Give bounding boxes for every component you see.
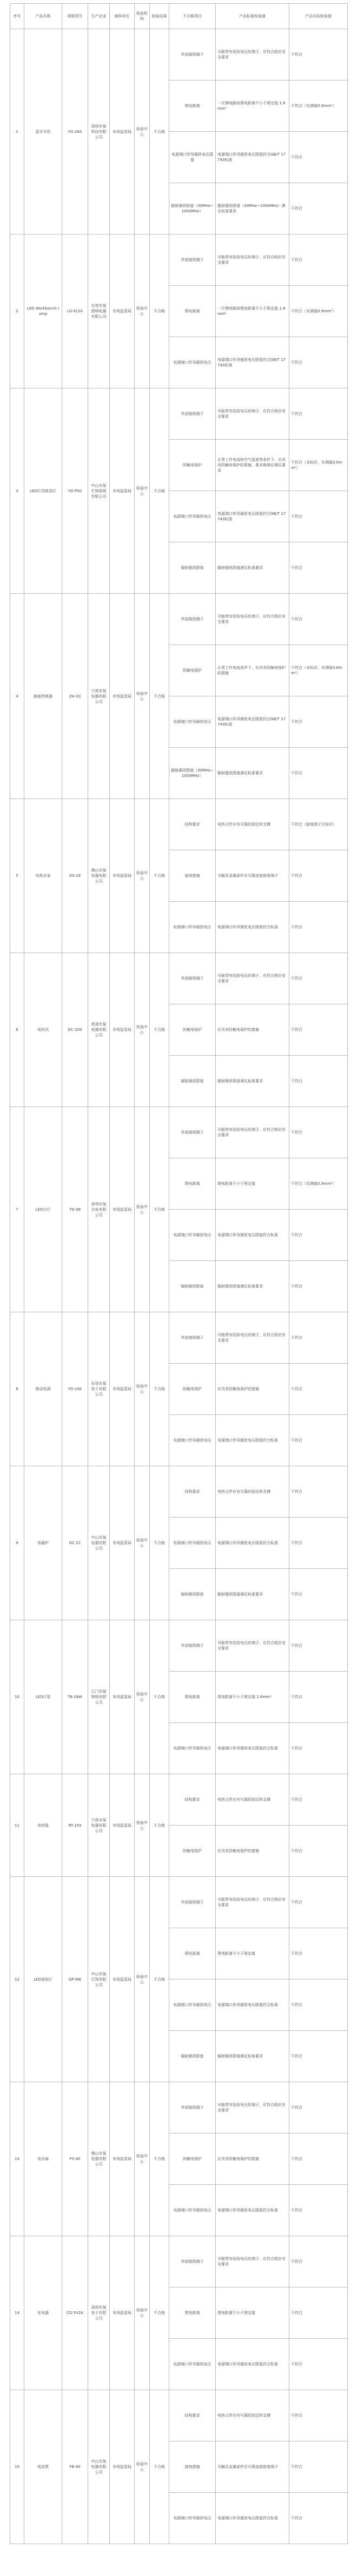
actual-finding: 不符合 <box>289 1415 348 1466</box>
manufacturer: 中山市某灯饰照明有限公司 <box>88 388 110 594</box>
sampling-unit: 市场监管局 <box>110 29 135 234</box>
standard-requirement: 电源端口传导骚扰电压限值符合标准 <box>216 902 289 953</box>
standard-requirement: 可能带有危险电压的端子，应符合相应安全要求 <box>216 953 289 1004</box>
failed-item: 爬电距离 <box>169 286 216 337</box>
standard-requirement: 电源端口传导骚扰电压限值符合标准 <box>216 2185 289 2236</box>
failed-item: 外部接线端子 <box>169 388 216 440</box>
testing-agency: 检验中心 <box>135 799 150 953</box>
actual-finding: 不符合 <box>289 542 348 594</box>
actual-finding: 不符合（未标识，实测值0.6mm²） <box>289 645 348 696</box>
test-result: 不合格 <box>150 1466 169 1620</box>
product-model: FB-40 <box>62 2390 88 2544</box>
product-name: 电饭煲 <box>24 2390 62 2544</box>
sampling-unit: 市场监管局 <box>110 799 135 953</box>
row-number: 4 <box>10 594 24 799</box>
failed-item: 外部接线端子 <box>169 953 216 1004</box>
actual-finding: 不符合（未标识，实测值0.6mm²） <box>289 440 348 491</box>
standard-requirement: 电源端口传导骚扰电压限值符合GB/T 17743标准 <box>216 337 289 388</box>
actual-finding: 不符合 <box>289 1004 348 1056</box>
table-row <box>10 799 348 850</box>
results-table <box>10 3 348 2544</box>
actual-finding: 不符合 <box>289 696 348 748</box>
table-row <box>10 234 348 286</box>
test-result: 不合格 <box>150 1774 169 1877</box>
header-cell: 规格型号 <box>62 4 88 29</box>
failed-item: 电源端口传导骚扰电压 <box>169 1210 216 1261</box>
failed-item: 防触电保护 <box>169 1826 216 1877</box>
row-number: 6 <box>10 953 24 1107</box>
header-cell: 产品名称 <box>24 4 62 29</box>
product-model: YD-10K <box>62 1312 88 1466</box>
product-name: LED Workbench lamp <box>24 234 62 388</box>
failed-item: 辐射骚扰限值 <box>169 542 216 594</box>
product-name: LED灯具吸顶灯 <box>24 388 62 594</box>
failed-item: 爬电距离 <box>169 1672 216 1723</box>
header-cell: 不合格项目 <box>169 4 216 29</box>
product-model: T8-18W <box>62 1620 88 1774</box>
failed-item: 电源端口传导骚扰电压 <box>169 2339 216 2390</box>
actual-finding: 不符合 <box>289 183 348 234</box>
standard-requirement: 应具有防触电保护的措施 <box>216 1004 289 1056</box>
actual-finding: 不符合 <box>289 953 348 1004</box>
standard-requirement: 应具有防触电保护的措施 <box>216 1364 289 1415</box>
failed-item: 外部接线端子 <box>169 1312 216 1364</box>
actual-finding: 不符合 <box>289 2134 348 2185</box>
testing-agency: 检验中心 <box>135 234 150 388</box>
product-name: 充电器 <box>24 2236 62 2390</box>
standard-requirement: 电源端口传导骚扰电压限值符合标准 <box>216 1518 289 1569</box>
standard-requirement: 辐射骚扰限值满足标准要求 <box>216 1261 289 1312</box>
standard-requirement: 可触及金属部件应可靠连接接地端子 <box>216 2441 289 2493</box>
product-model: CD-5V2A <box>62 2236 88 2390</box>
failed-item: 外部接线端子 <box>169 2082 216 2134</box>
actual-finding: 不符合 <box>289 1877 348 1928</box>
standard-requirement: 可能带有危险电压的端子，应符合相应安全要求 <box>216 2236 289 2287</box>
actual-finding: 不符合 <box>289 2493 348 2544</box>
standard-requirement: 可能带有危险电压的端子，应符合相应安全要求 <box>216 1312 289 1364</box>
product-model: YG-26A <box>62 29 88 234</box>
row-number: 1 <box>10 29 24 234</box>
product-name: 电吹风 <box>24 953 62 1107</box>
failed-item: 电源端口传导骚扰电压 <box>169 902 216 953</box>
standard-requirement: 爬电距离不小于规定值 <box>216 2287 289 2339</box>
actual-finding: 不符合 <box>289 132 348 183</box>
failed-item: 外部接线端子 <box>169 2236 216 2287</box>
failed-item: 电源端口传导骚扰电压 <box>169 1980 216 2031</box>
row-number: 5 <box>10 799 24 953</box>
manufacturer: 深圳市某电子有限公司 <box>88 2236 110 2390</box>
actual-finding: 不符合 <box>289 1569 348 1620</box>
test-result: 不合格 <box>150 1312 169 1466</box>
row-number: 13 <box>10 2082 24 2236</box>
table-row <box>10 1774 348 1826</box>
testing-agency: 检验中心 <box>135 1466 150 1620</box>
failed-item: 接地措施 <box>169 2441 216 2493</box>
standard-requirement: 电源端口传导骚扰电压限值符合标准 <box>216 1415 289 1466</box>
standard-requirement: 一次侧电路间爬电距离不小于规定值 1.8mm² <box>216 286 289 337</box>
actual-finding: 不符合 <box>289 2441 348 2493</box>
standard-requirement: 爬电距离不小于规定值 <box>216 1928 289 1980</box>
failed-item: 电源端口传导骚扰电压 <box>169 2493 216 2544</box>
standard-requirement: 可触及金属部件应可靠连接接地端子 <box>216 850 289 902</box>
actual-finding: 不符合 <box>289 1364 348 1415</box>
failed-item: 防触电保护 <box>169 440 216 491</box>
table-body <box>10 29 348 2544</box>
actual-finding: 不符合 <box>289 850 348 902</box>
manufacturer: 宁波市某电器有限公司 <box>88 594 110 799</box>
product-model: DC-200 <box>62 953 88 1107</box>
actual-finding: 不符合 <box>289 2185 348 2236</box>
product-name: 蓝牙耳机 <box>24 29 62 234</box>
table-row <box>10 2236 348 2287</box>
testing-agency: 检验中心 <box>135 388 150 594</box>
testing-agency: 检验中心 <box>135 1774 150 1877</box>
header-cell: 检验机构 <box>135 4 150 29</box>
table-row <box>10 1620 348 1672</box>
actual-finding: 不符合 <box>289 1261 348 1312</box>
test-result: 不合格 <box>150 953 169 1107</box>
testing-agency: 检验中心 <box>135 1877 150 2082</box>
sampling-unit: 市场监管局 <box>110 1620 135 1774</box>
test-result: 不合格 <box>150 2236 169 2390</box>
failed-item: 爬电距离 <box>169 81 216 132</box>
actual-finding: 不符合 <box>289 2339 348 2390</box>
actual-finding: 不符合 <box>289 1928 348 1980</box>
sampling-unit: 市场监管局 <box>110 953 135 1107</box>
row-number: 12 <box>10 1877 24 2082</box>
standard-requirement: 电热元件应有可靠的固定和支撑 <box>216 799 289 850</box>
actual-finding: 不符合 <box>289 491 348 542</box>
manufacturer: 中山市某电器有限公司 <box>88 2390 110 2544</box>
actual-finding: 不符合 <box>289 2082 348 2134</box>
table-row <box>10 2082 348 2134</box>
actual-finding: 不符合 <box>289 1723 348 1774</box>
table-row <box>10 594 348 645</box>
document-page <box>10 0 347 2544</box>
product-name: 移动电源 <box>24 1312 62 1466</box>
standard-requirement: 电源端口传导骚扰电压限值符合标准 <box>216 1723 289 1774</box>
actual-finding: 不符合 <box>289 234 348 286</box>
manufacturer: 深圳市某光电有限公司 <box>88 1107 110 1312</box>
failed-item: 辐射骚扰限值 <box>169 2031 216 2082</box>
standard-requirement: 电热元件应有可靠的固定和支撑 <box>216 1466 289 1518</box>
actual-finding: 不符合 <box>289 1672 348 1723</box>
product-model: QP-9W <box>62 1877 88 2082</box>
table-row <box>10 388 348 440</box>
product-name: LED灯管 <box>24 1620 62 1774</box>
failed-item: 外部接线端子 <box>169 1107 216 1158</box>
failed-item: 电源端口传导骚扰电压 <box>169 1415 216 1466</box>
test-result: 不合格 <box>150 388 169 594</box>
actual-finding: 不符合 <box>289 1518 348 1569</box>
standard-requirement: 正常工作电流条件下，应具有防触电保护的措施 <box>216 645 289 696</box>
failed-item: 辐射骚扰限值 <box>169 1056 216 1107</box>
failed-item: 电源端口传导骚扰电压 <box>169 2185 216 2236</box>
testing-agency: 检验中心 <box>135 2236 150 2390</box>
testing-agency: 检验中心 <box>135 1107 150 1312</box>
standard-requirement: 应具有防触电保护的措施 <box>216 2134 289 2185</box>
table-row <box>10 29 348 81</box>
table-row <box>10 1312 348 1364</box>
product-name: 电磁炉 <box>24 1466 62 1620</box>
sampling-unit: 市场监管局 <box>110 1466 135 1620</box>
standard-requirement: 辐射骚扰限值满足标准要求 <box>216 2031 289 2082</box>
actual-finding: 不符合 <box>289 1826 348 1877</box>
standard-requirement: 可能带有危险电压的端子，应符合相应安全要求 <box>216 2082 289 2134</box>
actual-finding: 不符合 <box>289 902 348 953</box>
row-number: 3 <box>10 388 24 594</box>
actual-finding: 不符合（接地端子无标识） <box>289 799 348 850</box>
testing-agency: 检验中心 <box>135 594 150 799</box>
failed-item: 电源端口传导骚扰电压 <box>169 1518 216 1569</box>
table-row <box>10 1466 348 1518</box>
failed-item: 电源端口传导骚扰电压 <box>169 1723 216 1774</box>
actual-finding: 不符合 <box>289 594 348 645</box>
standard-requirement: 可能带有危险电压的端子，应符合相应安全要求 <box>216 1877 289 1928</box>
standard-requirement: 电源端口传导骚扰电压限值符合标准 <box>216 2493 289 2544</box>
standard-requirement: 应具有防触电保护的措施 <box>216 1826 289 1877</box>
failed-item: 辐射骚扰限值（30MHz~1000MHz） <box>169 183 216 234</box>
sampling-unit: 市场监管局 <box>110 1774 135 1877</box>
row-number: 10 <box>10 1620 24 1774</box>
row-number: 11 <box>10 1774 24 1877</box>
test-result: 不合格 <box>150 234 169 388</box>
actual-finding: 不符合（实测值0.9mm²） <box>289 81 348 132</box>
product-name: 电风扇 <box>24 2082 62 2236</box>
testing-agency: 检验中心 <box>135 2390 150 2544</box>
header-cell: 抽样单位 <box>110 4 135 29</box>
product-name: 电热毯 <box>24 1774 62 1877</box>
standard-requirement: 一次侧电路间爬电距离不小于规定值 1.8mm² <box>216 81 289 132</box>
failed-item: 接地措施 <box>169 850 216 902</box>
product-model: DC-21 <box>62 1466 88 1620</box>
manufacturer: 慈溪市某电器有限公司 <box>88 953 110 1107</box>
row-number: 14 <box>10 2236 24 2390</box>
test-result: 不合格 <box>150 1620 169 1774</box>
standard-requirement: 正常工作电流和空气湿度等条件下，应具有防触电保护的措施，基本绝缘应满足要求 <box>216 440 289 491</box>
standard-requirement: 辐射骚扰限值满足标准要求 <box>216 748 289 799</box>
test-result: 不合格 <box>150 1877 169 2082</box>
failed-item: 辐射骚扰限值 <box>169 1261 216 1312</box>
actual-finding: 不符合 <box>289 2287 348 2339</box>
header-row <box>10 4 348 29</box>
actual-finding: 不符合 <box>289 1980 348 2031</box>
testing-agency: 检验中心 <box>135 29 150 234</box>
standard-requirement: 辐射骚扰限值（30MHz~1000MHz）满足标准要求 <box>216 183 289 234</box>
actual-finding: 不符合 <box>289 2236 348 2287</box>
testing-agency: 检验中心 <box>135 953 150 1107</box>
failed-item: 外部接线端子 <box>169 234 216 286</box>
failed-item: 防触电保护 <box>169 1364 216 1415</box>
sampling-unit: 市场监管局 <box>110 388 135 594</box>
product-name: LED球泡灯 <box>24 1877 62 2082</box>
standard-requirement: 可能带有危险电压的端子，应符合相应安全要求 <box>216 29 289 81</box>
failed-item: 电源端口传导骚扰电压 <box>169 696 216 748</box>
standard-requirement: 可能带有危险电压的端子，应符合相应安全要求 <box>216 388 289 440</box>
failed-item: 防触电保护 <box>169 2134 216 2185</box>
failed-item: 防触电保护 <box>169 1004 216 1056</box>
product-model: LG-EL50 <box>62 234 88 388</box>
manufacturer: 东莞市某电子有限公司 <box>88 1312 110 1466</box>
manufacturer: 佛山市某电器有限公司 <box>88 799 110 953</box>
product-model: RT-150 <box>62 1774 88 1877</box>
actual-finding: 不符合 <box>289 29 348 81</box>
actual-finding: 不符合 <box>289 337 348 388</box>
sampling-unit: 市场监管局 <box>110 2236 135 2390</box>
manufacturer: 深圳市某科技有限公司 <box>88 29 110 234</box>
test-result: 不合格 <box>150 29 169 234</box>
failed-item: 爬电距离 <box>169 1928 216 1980</box>
failed-item: 结构要求 <box>169 799 216 850</box>
header-cell: 产品标准检验值 <box>216 4 289 29</box>
row-number: 8 <box>10 1312 24 1466</box>
manufacturer: 宁波市某电器有限公司 <box>88 1774 110 1877</box>
failed-item: 结构要求 <box>169 2390 216 2441</box>
failed-item: 防触电保护 <box>169 645 216 696</box>
actual-finding: 不符合 <box>289 748 348 799</box>
standard-requirement: 辐射骚扰限值满足标准要求 <box>216 1056 289 1107</box>
actual-finding: 不符合 <box>289 1312 348 1364</box>
actual-finding: 不符合 <box>289 1107 348 1158</box>
table-row <box>10 1877 348 1928</box>
failed-item: 结构要求 <box>169 1466 216 1518</box>
test-result: 不合格 <box>150 2082 169 2236</box>
standard-requirement: 爬电距离不小于规定值 1.8mm² <box>216 1672 289 1723</box>
standard-requirement: 可能带有危险电压的端子，应符合相应安全要求 <box>216 594 289 645</box>
row-number: 9 <box>10 1466 24 1620</box>
standard-requirement: 电热元件应有可靠的固定和支撑 <box>216 2390 289 2441</box>
failed-item: 结构要求 <box>169 1774 216 1826</box>
manufacturer: 东莞市某照明电器有限公司 <box>88 234 110 388</box>
actual-finding: 不符合 <box>289 2031 348 2082</box>
sampling-unit: 市场监管局 <box>110 1877 135 2082</box>
actual-finding: 不符合 <box>289 1466 348 1518</box>
standard-requirement: 电热元件应有可靠的固定和支撑 <box>216 1774 289 1826</box>
standard-requirement: 电源端口传导骚扰电压限值符合标准 <box>216 2339 289 2390</box>
product-name: 插座转换器 <box>24 594 62 799</box>
product-model: TD-08 <box>62 1107 88 1312</box>
standard-requirement: 电源端口传导骚扰电压限值符合标准 <box>216 1980 289 2031</box>
header-cell: 生产企业 <box>88 4 110 29</box>
actual-finding: 不符合 <box>289 2390 348 2441</box>
actual-finding: 不符合（实测值0.9mm²） <box>289 1158 348 1210</box>
standard-requirement: 电源端口传导骚扰电压限值符合GB/T 17743标准 <box>216 696 289 748</box>
row-number: 2 <box>10 234 24 388</box>
standard-requirement: 辐射骚扰限值满足标准要求 <box>216 542 289 594</box>
test-result: 不合格 <box>150 1107 169 1312</box>
failed-item: 爬电距离 <box>169 1158 216 1210</box>
standard-requirement: 电源端口传导骚扰电压限值符合GB/T 17743标准 <box>216 132 289 183</box>
failed-item: 爬电距离 <box>169 2287 216 2339</box>
table-row <box>10 1107 348 1158</box>
failed-item: 外部接线端子 <box>169 1877 216 1928</box>
row-number: 15 <box>10 2390 24 2544</box>
failed-item: 电源端口传导骚扰电压 <box>169 337 216 388</box>
header-cell: 产品实际检验值 <box>289 4 348 29</box>
product-name: 电热水壶 <box>24 799 62 953</box>
sampling-unit: 市场监管局 <box>110 594 135 799</box>
actual-finding: 不符合 <box>289 1774 348 1826</box>
header-cell: 序号 <box>10 4 24 29</box>
failed-item: 外部接线端子 <box>169 29 216 81</box>
product-model: DS-18 <box>62 799 88 953</box>
actual-finding: 不符合 <box>289 1620 348 1672</box>
standard-requirement: 可能带有危险电压的端子，应符合相应安全要求 <box>216 234 289 286</box>
row-number: 7 <box>10 1107 24 1312</box>
actual-finding: 不符合 <box>289 388 348 440</box>
test-result: 不合格 <box>150 594 169 799</box>
header-cell: 检验结果 <box>150 4 169 29</box>
manufacturer: 佛山市某电器有限公司 <box>88 2082 110 2236</box>
standard-requirement: 可能带有危险电压的端子，应符合相应安全要求 <box>216 1107 289 1158</box>
standard-requirement: 辐射骚扰限值满足标准要求 <box>216 1569 289 1620</box>
standard-requirement: 电源端口传导骚扰电压限值符合标准 <box>216 1210 289 1261</box>
product-model: ZH-03 <box>62 594 88 799</box>
product-model: YD-P50 <box>62 388 88 594</box>
failed-item: 辐射骚扰限值 <box>169 1569 216 1620</box>
manufacturer: 江门市某照明有限公司 <box>88 1620 110 1774</box>
test-result: 不合格 <box>150 799 169 953</box>
table-row <box>10 2390 348 2441</box>
failed-item: 辐射骚扰限值（30MHz~1000MHz） <box>169 748 216 799</box>
failed-item: 外部接线端子 <box>169 1620 216 1672</box>
manufacturer: 中山市某电器有限公司 <box>88 1466 110 1620</box>
failed-item: 外部接线端子 <box>169 594 216 645</box>
test-result: 不合格 <box>150 2390 169 2544</box>
testing-agency: 检验中心 <box>135 1312 150 1466</box>
manufacturer: 中山市某灯饰有限公司 <box>88 1877 110 2082</box>
actual-finding: 不符合 <box>289 1056 348 1107</box>
standard-requirement: 可能带有危险电压的端子，应符合相应安全要求 <box>216 1620 289 1672</box>
actual-finding: 不符合 <box>289 1210 348 1261</box>
sampling-unit: 市场监管局 <box>110 2390 135 2544</box>
table-row <box>10 953 348 1004</box>
sampling-unit: 市场监管局 <box>110 2082 135 2236</box>
sampling-unit: 市场监管局 <box>110 1312 135 1466</box>
sampling-unit: 市场监管局 <box>110 1107 135 1312</box>
product-name: LED台灯 <box>24 1107 62 1312</box>
actual-finding: 不符合（实测值0.9mm²） <box>289 286 348 337</box>
failed-item: 电源端口传导骚扰电压 <box>169 491 216 542</box>
failed-item: 电源端口传导骚扰电压限值 <box>169 132 216 183</box>
sampling-unit: 市场监管局 <box>110 234 135 388</box>
testing-agency: 检验中心 <box>135 1620 150 1774</box>
standard-requirement: 电源端口传导骚扰电压限值符合GB/T 17743标准 <box>216 491 289 542</box>
testing-agency: 检验中心 <box>135 2082 150 2236</box>
standard-requirement: 爬电距离不小于规定值 <box>216 1158 289 1210</box>
product-model: FS-40 <box>62 2082 88 2236</box>
